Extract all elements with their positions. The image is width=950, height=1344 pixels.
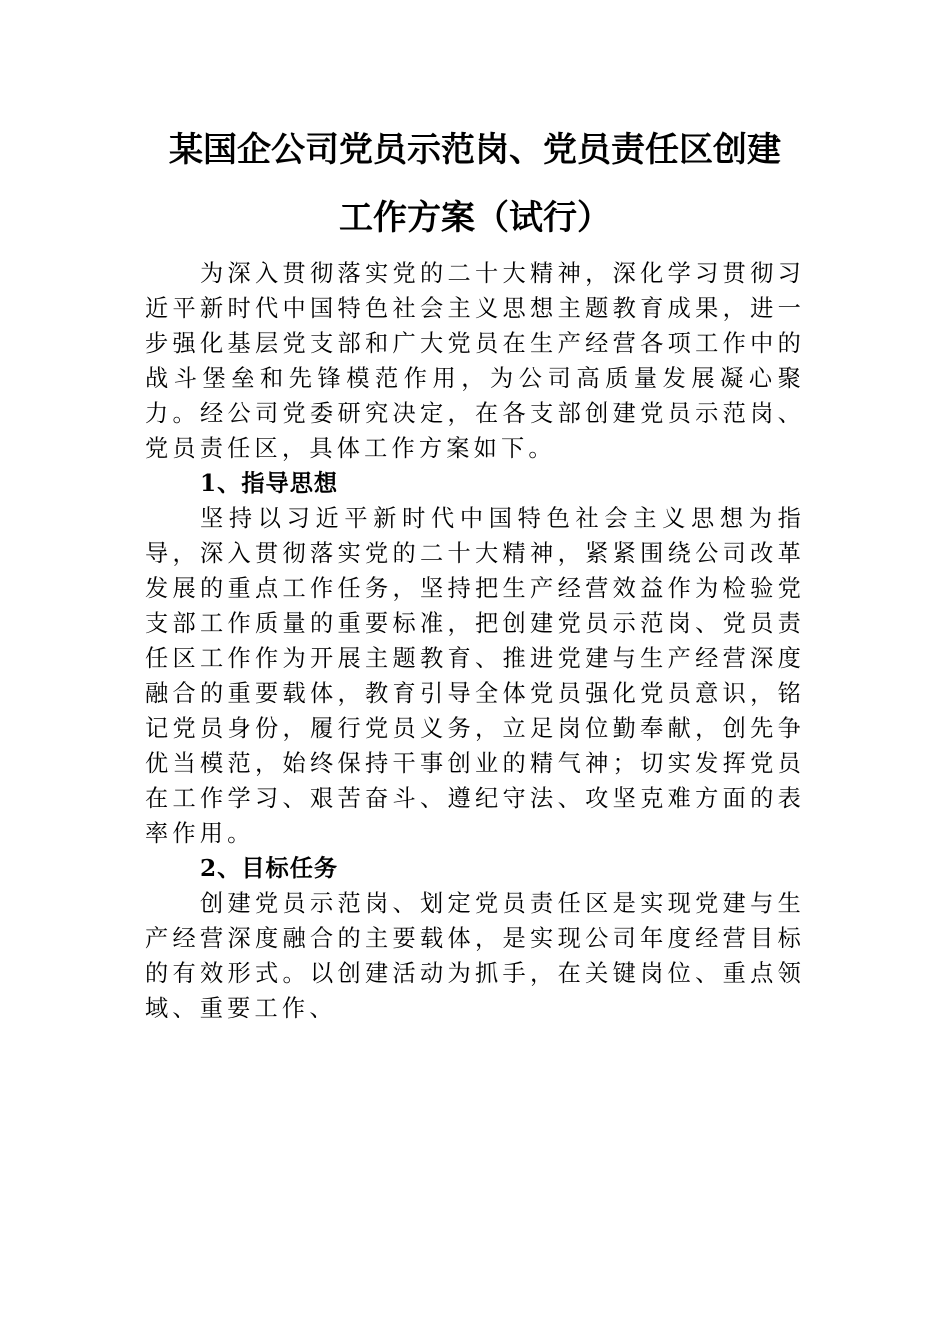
section-heading-goals-tasks: 2、目标任务 — [200, 855, 339, 882]
section-paragraph-guiding-ideology: 坚持以习近平新时代中国特色社会主义思想为指导，深入贯彻落实党的二十大精神，紧紧围绕公司改革发展的重点工作任务，坚持把生产经营效益作为检验党支部工作质量的重要标准，把创建党员示范岗、党员责任区工作作为开展主题教育、推进党建与生产经营深度融合的重要载体，教育引导全体党员强化党员意识，铭记党员身份，履行党员义务，立足岗位勤奉献，创先争优当模范，始终保持干事创业的精气神；切实发挥党员在工作学习、艰苦奋斗、遵纪守法、攻坚克难方面的表率作用。 — [145, 505, 805, 847]
section-heading-guiding-ideology: 1、指导思想 — [200, 470, 339, 497]
document-body — [145, 256, 805, 1026]
intro-paragraph: 为深入贯彻落实党的二十大精神，深化学习贯彻习近平新时代中国特色社会主义思想主题教育成果，进一步强化基层党支部和广大党员在生产经营各项工作中的战斗堡垒和先锋模范作用，为公司高质量发展凝心聚力。经公司党委研究决定，在各支部创建党员示范岗、党员责任区，具体工作方案如下。 — [145, 260, 805, 462]
document-title-line-2: 工作方案（试行） — [339, 198, 611, 238]
document-title-line-1: 某国企公司党员示范岗、党员责任区创建 — [169, 130, 781, 170]
section-paragraph-goals-tasks: 创建党员示范岗、划定党员责任区是实现党建与生产经营深度融合的主要载体，是实现公司年度经营目标的有效形式。以创建活动为抓手，在关键岗位、重点领域、重要工作、 — [145, 890, 805, 1022]
